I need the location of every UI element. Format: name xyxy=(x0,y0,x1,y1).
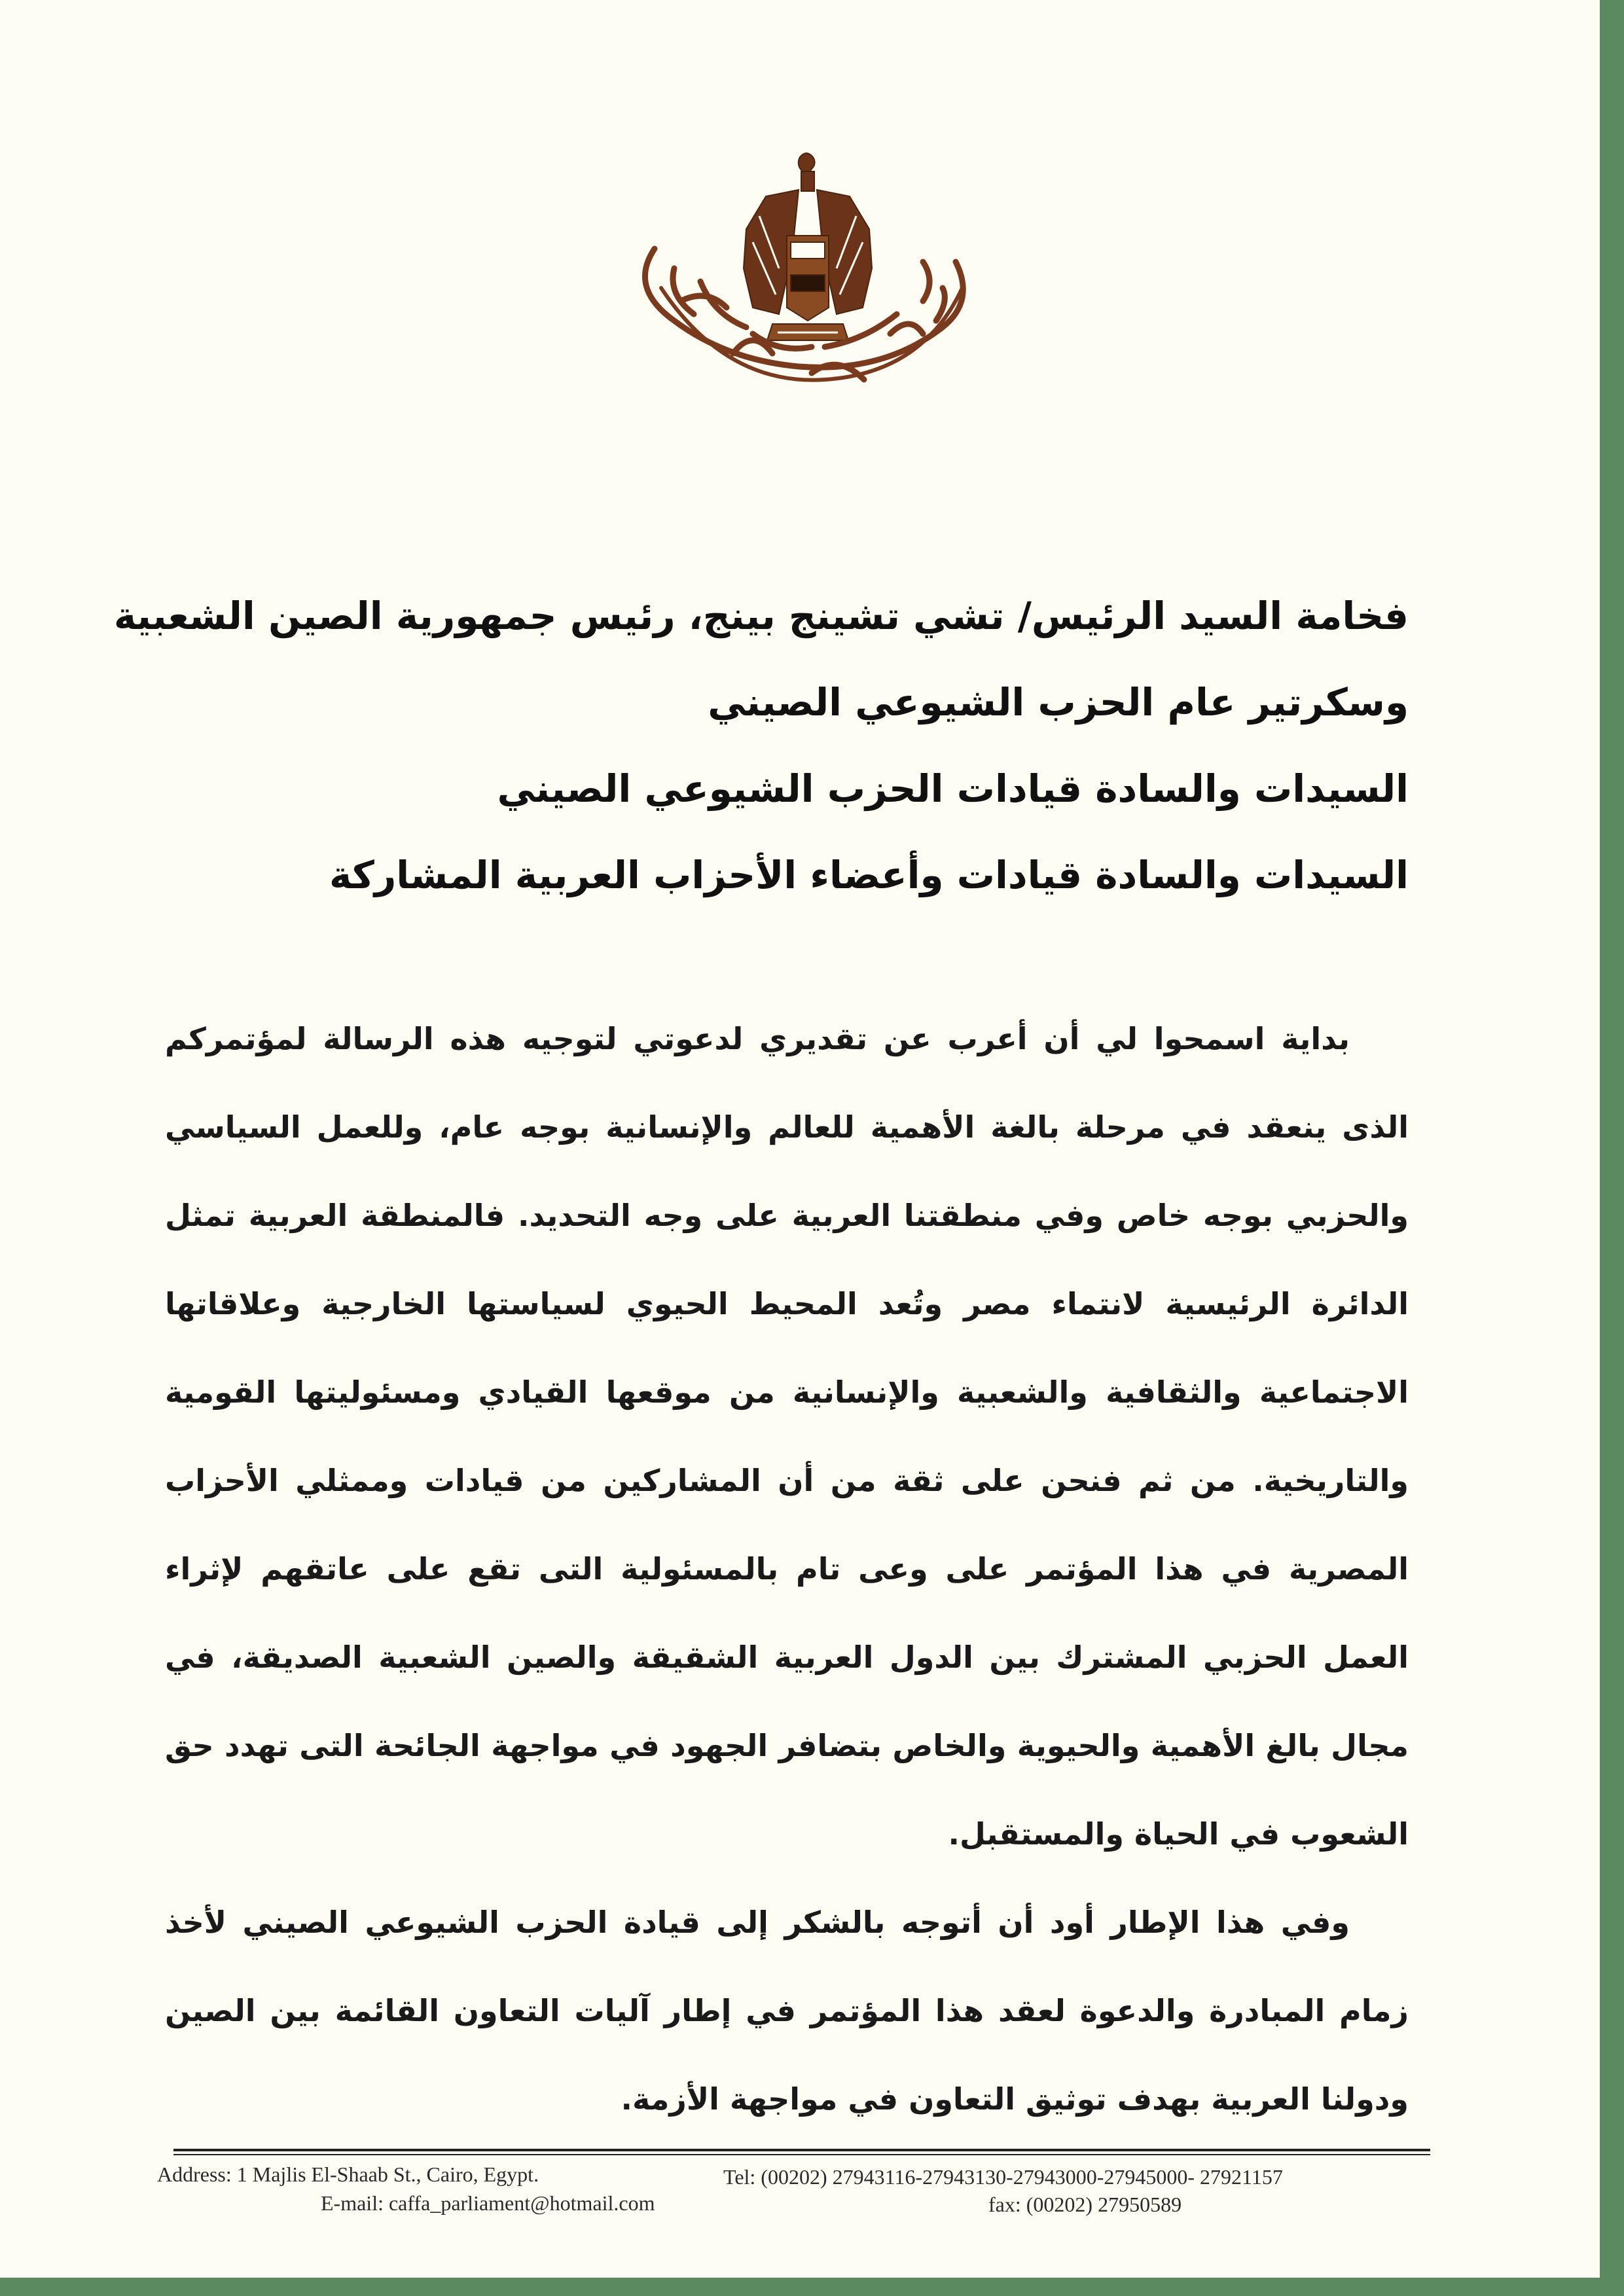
body-paragraph: بداية اسمحوا لي أن أعرب عن تقديري لدعوتي لتوجيه هذه الرسالة لمؤتمركم الذى ينعقد في مرحلة بالغة الأهمية للعالم والإنسانية بوجه عام، وللعمل السياسي والحزبي بوجه خاص وفي منطقتنا العربية على وجه التحديد. فالمنطقة العربية تمثل الدائرة الرئيسية لانتماء مصر وتُعد المحيط الحيوي لسياستها الخارجية وعلاقاتها الاجتماعية والثقافية والشعبية والإنسانية من موقعها القيادي ومسئوليتها القومية والتاريخية. من ثم فنحن على ثقة من أن المشاركين من قيادات وممثلي الأحزاب المصرية في هذا المؤتمر على وعى تام بالمسئولية التى تقع على عاتقهم لإثراء العمل الحزبي المشترك بين الدول العربية الشقيقة والصين الشعبية الصديقة، في مجال بالغ الأهمية والحيوية والخاص بتضافر الجهود في مواجهة الجائحة التى تهدد حق الشعوب في الحياة والمستقبل. xyxy=(165,1021,1409,1852)
letterhead-emblem xyxy=(615,137,995,452)
addressee-line: السيدات والسادة قيادات وأعضاء الأحزاب العربية المشاركة xyxy=(329,853,1409,897)
addressee-block xyxy=(99,573,1409,918)
footer-divider xyxy=(173,2149,1430,2157)
addressee-line: فخامة السيد الرئيس/ تشي تشينج بينج، رئيس جمهورية الصين الشعبية xyxy=(113,594,1409,638)
addressee-line: وسكرتير عام الحزب الشيوعي الصيني xyxy=(708,680,1409,725)
footer-email: E-mail: caffa_parliament@hotmail.com xyxy=(321,2191,655,2215)
footer-telephone: Tel: (00202) 27943116-27943130-27943000-27945000- 27921157 xyxy=(723,2165,1283,2189)
eagle-icon xyxy=(744,153,872,340)
footer-address: Address: 1 Majlis El-Shaab St., Cairo, Egypt. xyxy=(157,2162,539,2186)
letter-body xyxy=(165,995,1409,2144)
footer-fax: fax: (00202) 27950589 xyxy=(988,2193,1182,2216)
addressee-line: السيدات والسادة قيادات الحزب الشيوعي الصيني xyxy=(497,766,1409,811)
body-paragraph: وفي هذا الإطار أود أن أتوجه بالشكر إلى قيادة الحزب الشيوعي الصيني لأخذ زمام المبادرة والدعوة لعقد هذا المؤتمر في إطار آليات التعاون القائمة بين الصين ودولنا العربية بهدف توثيق التعاون في مواجهة الأزمة. xyxy=(165,1905,1409,2117)
